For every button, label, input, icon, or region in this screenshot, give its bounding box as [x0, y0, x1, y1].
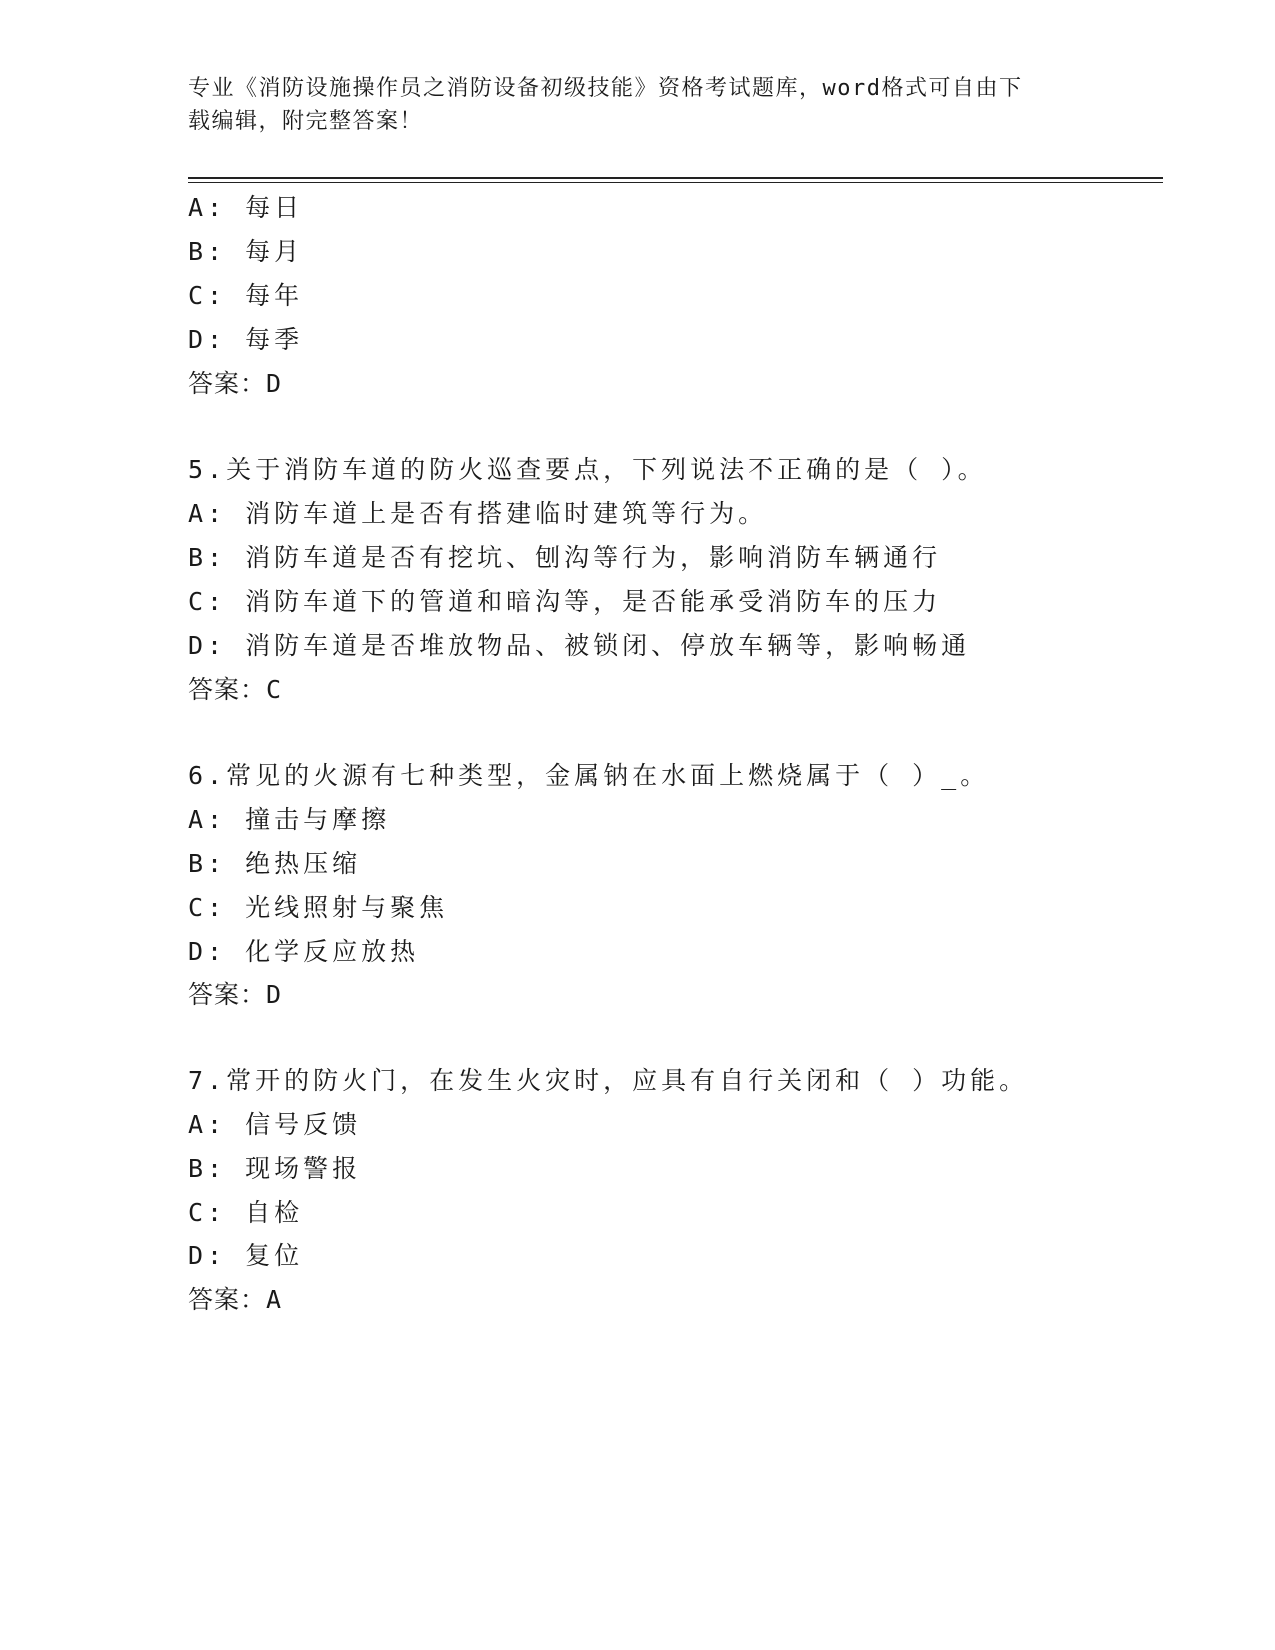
q5-question: 5.关于消防车道的防火巡查要点，下列说法不正确的是（ ）。: [188, 455, 987, 484]
q7-option-d: D: 复位: [188, 1241, 304, 1270]
q6-option-d: D: 化学反应放热: [188, 937, 420, 966]
header-divider-thin: [188, 182, 1163, 183]
q6-question: 6.常见的火源有七种类型，金属钠在水面上燃烧属于（ ）_。: [188, 761, 990, 790]
q6-answer-label: 答案：: [188, 980, 267, 1009]
q7-answer-label: 答案：: [188, 1285, 267, 1314]
q5-option-d: D: 消防车道是否堆放物品、被锁闭、停放车辆等，影响畅通: [188, 631, 971, 660]
q7-option-a: A: 信号反馈: [188, 1110, 362, 1139]
q6-answer: [188, 978, 282, 1012]
q7-answer: [188, 1283, 282, 1317]
q5-option-b: B: 消防车道是否有挖坑、刨沟等行为，影响消防车辆通行: [188, 543, 942, 572]
q5-answer: [188, 673, 282, 707]
q7-option-c: C: 自检: [188, 1198, 304, 1227]
q7-answer-value: A: [266, 1285, 283, 1314]
q6-option-b: B: 绝热压缩: [188, 849, 362, 878]
q4-answer-value: D: [266, 369, 283, 398]
q6-option-c: C: 光线照射与聚焦: [188, 893, 449, 922]
q5-option-c: C: 消防车道下的管道和暗沟等，是否能承受消防车的压力: [188, 587, 942, 616]
q4-option-b: B: 每月: [188, 237, 304, 266]
q4-option-a: A: 每日: [188, 193, 304, 222]
header-line-1: 专业《消防设施操作员之消防设备初级技能》资格考试题库，word格式可自由下: [188, 76, 1023, 101]
q7-option-b: B: 现场警报: [188, 1154, 362, 1183]
q5-answer-label: 答案：: [188, 675, 267, 704]
q5-option-a: A: 消防车道上是否有搭建临时建筑等行为。: [188, 499, 768, 528]
q6-answer-value: D: [266, 980, 283, 1009]
q6-option-a: A: 撞击与摩擦: [188, 805, 391, 834]
q4-option-d: D: 每季: [188, 325, 304, 354]
q4-answer: [188, 367, 282, 401]
header-divider-thick: [188, 177, 1163, 179]
document-header: [188, 72, 1068, 138]
header-line-2: 载编辑，附完整答案！: [188, 109, 424, 134]
q4-answer-label: 答案：: [188, 369, 267, 398]
q5-answer-value: C: [266, 675, 283, 704]
q7-question: 7.常开的防火门，在发生火灾时，应具有自行关闭和（ ）功能。: [188, 1066, 1029, 1095]
q4-option-c: C: 每年: [188, 281, 304, 310]
